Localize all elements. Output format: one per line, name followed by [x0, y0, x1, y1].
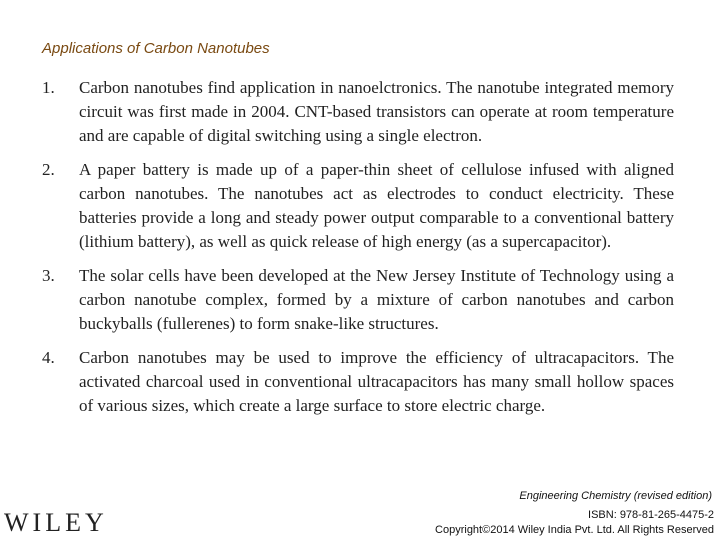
list-item-number: 4.	[42, 348, 55, 367]
applications-list	[42, 76, 674, 428]
list-item	[42, 346, 674, 418]
list-item-text: The solar cells have been developed at the New Jersey Institute of Technology using a carbon nanotube complex, formed by a mixture of carbon nanotubes and carbon buckyballs (fullerenes) to form snake-like structures.	[79, 266, 674, 333]
book-title: Engineering Chemistry (revised edition)	[519, 490, 712, 502]
list-item-text: Carbon nanotubes may be used to improve the efficiency of ultracapacitors. The activated charcoal used in conventional ultracapacitors has many small hollow spaces of various sizes, which create a large surface to store electric charge.	[79, 348, 674, 415]
list-item-number: 2.	[42, 160, 55, 179]
isbn: ISBN: 978-81-265-4475-2	[588, 509, 714, 521]
list-item	[42, 158, 674, 254]
list-item-number: 3.	[42, 266, 55, 285]
list-item-text: Carbon nanotubes find application in nanoelctronics. The nanotube integrated memory circuit was first made in 2004. CNT-based transistors can operate at room temperature and are capable of digital switching using a single electron.	[79, 78, 674, 145]
list-item-number: 1.	[42, 78, 55, 97]
list-item	[42, 264, 674, 336]
wiley-logo: WILEY	[4, 508, 108, 537]
slide-title: Applications of Carbon Nanotubes	[42, 40, 270, 57]
list-item-text: A paper battery is made up of a paper-thin sheet of cellulose infused with aligned carbon nanotubes. The nanotubes act as electrodes to conduct electricity. These batteries provide a long and steady power output comparable to a conventional battery (lithium battery), as well as quick release of high energy (as a supercapacitor).	[79, 160, 674, 251]
copyright-notice: Copyright©2014 Wiley India Pvt. Ltd. All Rights Reserved	[435, 524, 714, 536]
list-item	[42, 76, 674, 148]
